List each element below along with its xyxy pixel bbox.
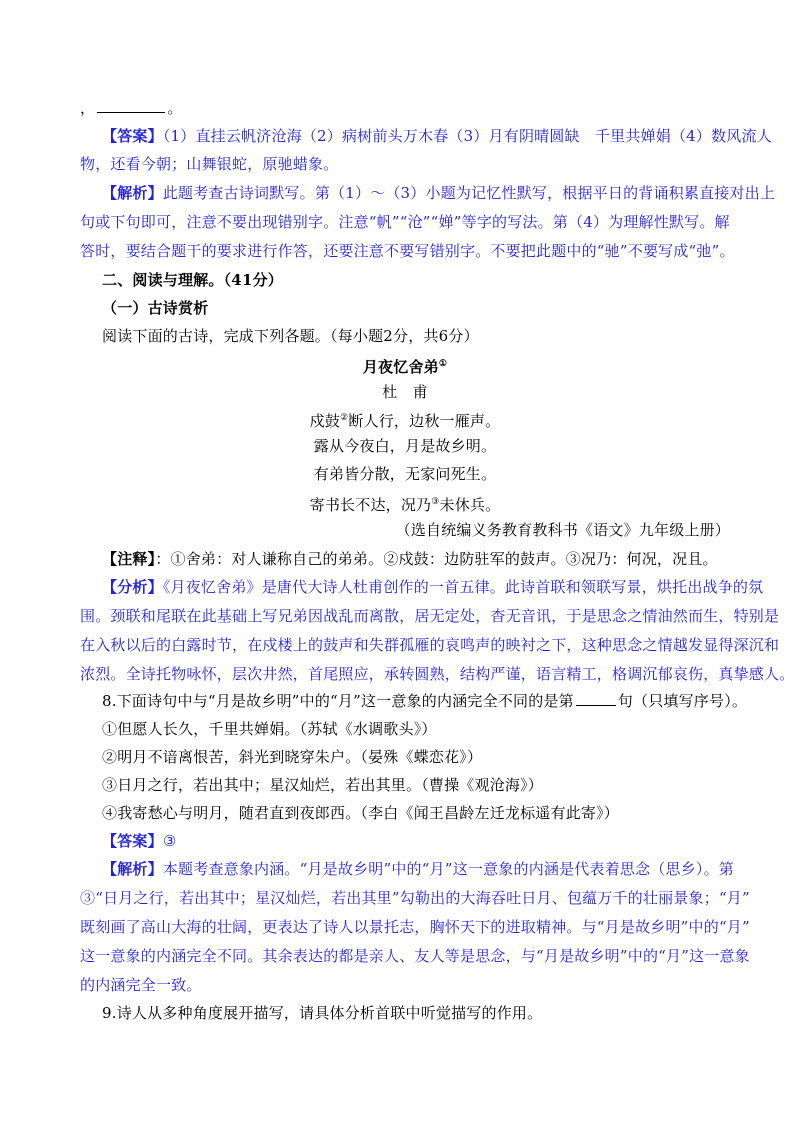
analysis-block-line: 答时，要结合题干的要求进行作答，还要注意不要写错别字。不要把此题中的“驰”不要写成“弛”。 xyxy=(80,242,735,260)
question-8-stem: 8.下面诗句中与“月是故乡明”中的“月”这一意象的内涵完全不同的是第 句（只填写序号）。 xyxy=(102,692,748,710)
analysis-block-line: ③“日月之行，若出其中；星汉灿烂，若出其里”勾勒出的大海吞吐日月、包蕴万千的壮丽景象；“月” xyxy=(80,889,750,907)
notes-line: 【注释】：①舍弟：对人谦称自己的弟弟。②戍鼓：边防驻军的鼓声。③况乃：何况，况且。 xyxy=(102,550,718,568)
answer-blank xyxy=(97,98,165,113)
poem-line: 露从今夜白，月是故乡明。 xyxy=(313,437,497,455)
question-8-option: ①但愿人长久，千里共婵娟。（苏轼《水调歌头》） xyxy=(102,720,437,738)
fenxi-block-line: 围。颈联和尾联在此基础上写兄弟因战乱而离散，居无定处，杳无音讯，于是思念之情油然而生，特别是 xyxy=(80,607,780,625)
fenxi-block-line: 在入秋以后的白露时节，在戍楼上的鼓声和失群孤雁的哀鸣声的映衬之下，这种思念之情越发显得深沉和 xyxy=(80,636,780,654)
poem-author: 杜 甫 xyxy=(382,383,428,401)
poem-title: 月夜忆舍弟① xyxy=(362,358,448,376)
answer-block-line: 【答案】③ xyxy=(102,832,177,850)
poem-line: 戍鼓②断人行，边秋一雁声。 xyxy=(309,412,501,430)
fenxi-block-line: 浓烈。全诗托物咏怀，层次井然，首尾照应，承转圆熟，结构严谨，语言精工，格调沉郁哀伤，真挚感人。 xyxy=(80,665,795,683)
analysis-block-line: 既刻画了高山大海的壮阔，更表达了诗人以景托志，胸怀天下的进取精神。与“月是故乡明”中的“月” xyxy=(80,918,750,936)
answer-tag: 【答案】 xyxy=(102,127,163,145)
analysis-block-line: 句或下句即可，注意不要出现错别字。注意“帆”“沧”“婵”等字的写法。第（4）为理解性默写。解 xyxy=(80,213,730,231)
instruction-text: 阅读下面的古诗，完成下列各题。（每小题2分，共6分） xyxy=(102,327,479,345)
analysis-block-line: 【解析】本题考查意象内涵。“月是故乡明”中的“月”这一意象的内涵是代表着思念（思乡）。第 xyxy=(102,860,734,878)
notes-tag: 【注释】 xyxy=(102,550,156,568)
poem-line: 寄书长不达，况乃③未休兵。 xyxy=(309,496,501,514)
analysis-block-line: 的内涵完全一致。 xyxy=(80,976,202,994)
answer-block-line: 【答案】（1）直挂云帆济沧海（2）病树前头万木春（3）月有阴晴圆缺 千里共婵娟（4）数风流人 xyxy=(102,127,772,145)
fenxi-block-line: 【分析】《月夜忆舍弟》是唐代大诗人杜甫创作的一首五律。此诗首联和领联写景，烘托出战争的氛 xyxy=(102,578,764,596)
question-8-option: ②明月不谙离恨苦，斜光到晓穿朱户。（晏殊《蝶恋花》） xyxy=(102,748,483,766)
answer-tag: 【答案】 xyxy=(102,832,163,850)
question-8-option: ④我寄愁心与明月，随君直到夜郎西。（李白《闻王昌龄左迁龙标遥有此寄》） xyxy=(102,804,620,822)
question-8-option: ③日月之行，若出其中；星汉灿烂，若出其里。（曹操《观沧海》） xyxy=(102,776,544,794)
section-heading: 二、阅读与理解。（41分） xyxy=(102,271,283,289)
analysis-tag: 【解析】 xyxy=(102,184,163,202)
analysis-block-line: 这一意象的内涵完全不同。其余表达的都是亲人、友人等是思念，与“月是故乡明”中的“月”这一意象 xyxy=(80,947,750,965)
analysis-block-line: 【解析】此题考查古诗词默写。第（1）～（3）小题为记忆性默写，根据平日的背诵积累直接对出上 xyxy=(102,184,776,202)
fill-in-line: ， 。 xyxy=(80,99,183,117)
answer-block-line: 物，还看今朝；山舞银蛇，原驰蜡象。 xyxy=(80,155,339,173)
poem-source: （选自统编义务教育教科书《语文》九年级上册） xyxy=(395,521,730,539)
question-9-stem: 9.诗人从多种角度展开描写，请具体分析首联中听觉描写的作用。 xyxy=(102,1004,543,1022)
poem-line: 有弟皆分散，无家问死生。 xyxy=(313,465,497,483)
fenxi-tag: 【分析】 xyxy=(102,578,163,596)
analysis-tag: 【解析】 xyxy=(102,860,163,878)
answer-blank xyxy=(576,691,616,706)
subsection-heading: （一）古诗赏析 xyxy=(102,299,209,317)
